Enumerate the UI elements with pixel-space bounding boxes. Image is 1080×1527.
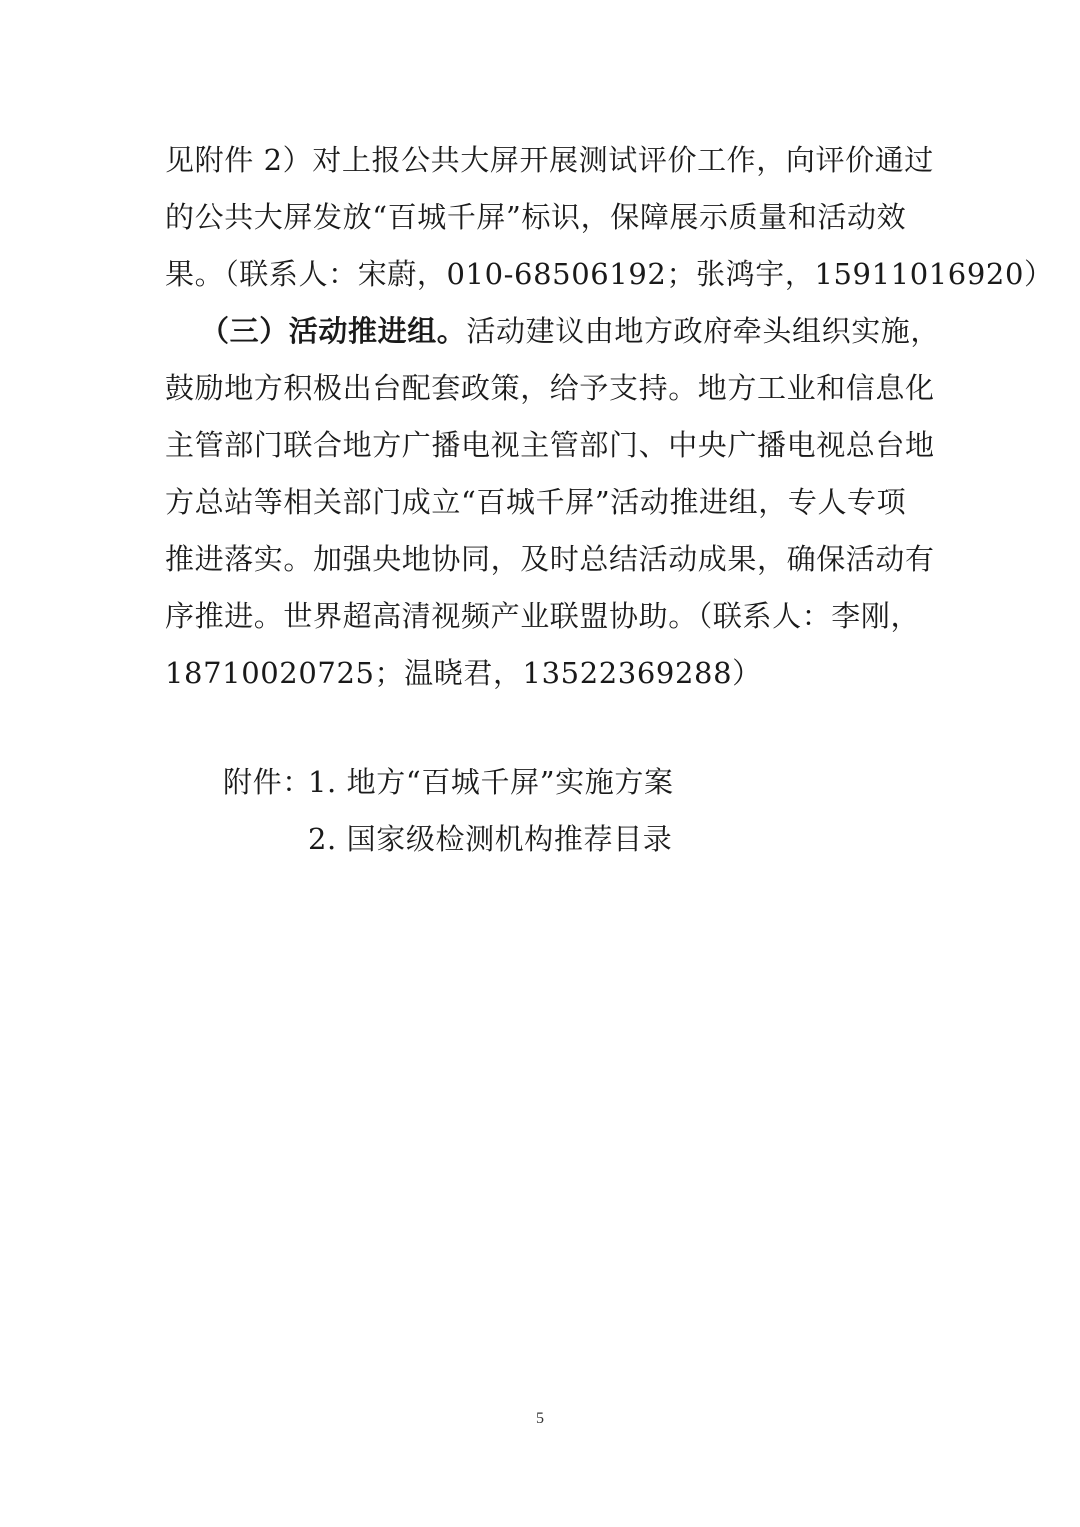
paragraph2-line2: 鼓励地方积极出台配套政策，给予支持。地方工业和信息化 bbox=[165, 371, 935, 405]
paragraph1-line1: 见附件 2）对上报公共大屏开展测试评价工作，向评价通过 bbox=[165, 143, 934, 177]
paragraph2-line5: 推进落实。加强央地协同，及时总结活动成果，确保活动有 bbox=[165, 542, 935, 576]
paragraph1-line3: 果。（联系人：宋蔚，010-68506192；张鸿宇，15911016920） bbox=[165, 257, 1054, 291]
paragraph2-line3: 主管部门联合地方广播电视主管部门、中央广播电视总台地 bbox=[165, 428, 935, 462]
paragraph2-line7: 18710020725；温晓君，13522369288） bbox=[165, 656, 762, 690]
paragraph1-line2: 的公共大屏发放“百城千屏”标识，保障展示质量和活动效 bbox=[165, 200, 907, 234]
attachment-item-2: 2. 国家级检测机构推荐目录 bbox=[308, 822, 673, 856]
paragraph2-line4: 方总站等相关部门成立“百城千屏”活动推进组，专人专项 bbox=[165, 485, 907, 519]
section-heading: （三）活动推进组。 bbox=[200, 314, 467, 348]
paragraph2-line1-text: 活动建议由地方政府牵头组织实施， bbox=[466, 314, 941, 348]
paragraph2-line1 bbox=[200, 311, 941, 351]
attachment-item-1: 1. 地方“百城千屏”实施方案 bbox=[308, 765, 674, 799]
paragraph2-line6: 序推进。世界超高清视频产业联盟协助。（联系人：李刚， bbox=[165, 599, 921, 633]
page-number: 5 bbox=[536, 1410, 544, 1427]
attachments-label: 附件： bbox=[223, 765, 312, 799]
